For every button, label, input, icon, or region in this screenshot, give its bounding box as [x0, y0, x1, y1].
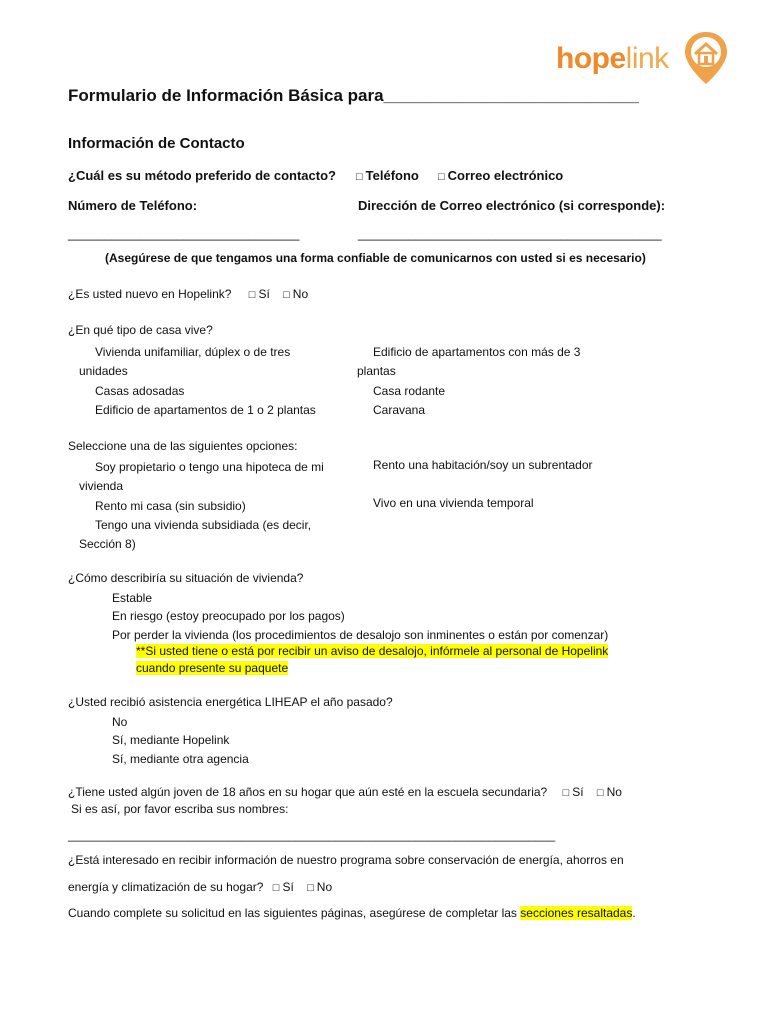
- checkbox-icon[interactable]: □: [272, 882, 280, 894]
- youth-names-label: Si es así, por favor escriba sus nombres:: [71, 802, 289, 816]
- highlighted-sections: secciones resaltadas: [520, 906, 633, 920]
- phone-label: Número de Teléfono:: [68, 198, 198, 213]
- page-title: Formulario de Información Básica para___________________________: [68, 86, 639, 105]
- option-apartment-small[interactable]: Edificio de apartamentos de 1 o 2 plantas: [95, 402, 316, 417]
- checkbox-icon[interactable]: □: [562, 787, 570, 799]
- select-question: Seleccione una de las siguientes opciones:: [68, 439, 298, 453]
- liheap-options: [90, 713, 249, 768]
- option-subsidized[interactable]: Tengo una vivienda subsidiada (es decir,: [95, 517, 312, 532]
- contact-heading: Información de Contacto: [68, 135, 245, 152]
- option-liheap-other[interactable]: Sí, mediante otra agencia: [112, 751, 249, 766]
- youth-names-line[interactable]: _________________________________________________________________________: [68, 828, 556, 842]
- option-single-family-cont: unidades: [79, 364, 128, 379]
- house-type-left-options: [79, 343, 316, 420]
- option-mobile-home[interactable]: Casa rodante: [373, 383, 446, 398]
- phone-input-line[interactable]: ________________________________: [68, 226, 300, 241]
- option-liheap-hopelink[interactable]: Sí, mediante Hopelink: [112, 733, 230, 748]
- option-rent-room[interactable]: Rento una habitación/soy un subrentador: [373, 458, 593, 472]
- new-yes-option[interactable]: □ Sí: [248, 287, 270, 301]
- youth-no-option[interactable]: □ No: [596, 785, 622, 799]
- checkbox-icon[interactable]: □: [248, 289, 256, 301]
- contact-option-email[interactable]: □ Correo electrónico: [438, 168, 564, 183]
- house-pin-icon: [682, 30, 730, 86]
- checkbox-icon[interactable]: □: [356, 171, 363, 183]
- situation-options: [90, 589, 608, 644]
- energy-question-line2: energía y climatización de su hogar? □ Sí □ No: [68, 880, 333, 894]
- option-rv[interactable]: Caravana: [373, 402, 426, 417]
- checkbox-icon[interactable]: □: [307, 882, 314, 894]
- option-liheap-no[interactable]: No: [112, 715, 128, 729]
- email-input-line[interactable]: __________________________________________: [358, 226, 662, 241]
- liheap-question: ¿Usted recibió asistencia energética LIHEAP el año pasado?: [68, 695, 393, 709]
- checkbox-icon[interactable]: □: [438, 171, 445, 183]
- energy-no-option[interactable]: □ No: [307, 880, 333, 894]
- energy-yes-option[interactable]: □ Sí: [272, 880, 294, 894]
- youth-question: ¿Tiene usted algún joven de 18 años en su hogar que aún esté en la escuela secundaria? □ Sí □ No: [68, 785, 622, 799]
- email-label: Dirección de Correo electrónico (si corresponde):: [358, 198, 666, 213]
- new-no-option[interactable]: □ No: [283, 287, 309, 301]
- logo-wordmark: hopelink: [556, 42, 669, 75]
- eviction-alert-line1: **Si usted tiene o está por recibir un aviso de desalojo, infórmele al personal de Hopelink: [136, 644, 609, 658]
- house-type-right-options: [357, 343, 580, 420]
- option-temporary[interactable]: Vivo en una vivienda temporal: [373, 496, 534, 510]
- option-owner[interactable]: Soy propietario o tengo una hipoteca de mi: [95, 460, 324, 474]
- footer-note: Cuando complete su solicitud en las siguientes páginas, asegúrese de completar las secciones resaltadas.: [68, 906, 636, 920]
- option-losing-home[interactable]: Por perder la vivienda (los procedimientos de desalojo son inminentes o están por comenzar): [112, 627, 609, 642]
- option-single-family[interactable]: Vivienda unifamiliar, dúplex o de tres: [95, 345, 291, 359]
- energy-question-line1: ¿Está interesado en recibir información de nuestro programa sobre conservación de energía, ahorros en: [68, 853, 624, 867]
- hopelink-logo: [556, 30, 732, 86]
- contact-method-question: ¿Cuál es su método preferido de contacto?: [68, 168, 336, 183]
- contact-note: (Asegúrese de que tengamos una forma confiable de comunicarnos con usted si es necesario): [105, 251, 646, 265]
- option-townhouse[interactable]: Casas adosadas: [95, 383, 185, 398]
- situation-question: ¿Cómo describiría su situación de vivienda?: [68, 571, 304, 585]
- eviction-alert: [136, 643, 608, 677]
- checkbox-icon[interactable]: □: [283, 289, 290, 301]
- option-at-risk[interactable]: En riesgo (estoy preocupado por los pagos): [112, 609, 345, 624]
- option-stable[interactable]: Estable: [112, 591, 153, 605]
- option-apartment-large[interactable]: Edificio de apartamentos con más de 3: [373, 345, 581, 359]
- option-apartment-large-cont: plantas: [357, 364, 396, 379]
- eviction-alert-line2: cuando presente su paquete: [136, 661, 289, 675]
- option-rent-unsubsidized[interactable]: Rento mi casa (sin subsidio): [95, 498, 246, 513]
- house-type-question: ¿En qué tipo de casa vive?: [68, 323, 213, 337]
- option-owner-cont: vivienda: [79, 479, 124, 494]
- option-subsidized-cont: Sección 8): [79, 537, 136, 552]
- youth-yes-option[interactable]: □ Sí: [562, 785, 584, 799]
- select-left-options: [79, 458, 324, 554]
- checkbox-icon[interactable]: □: [596, 787, 604, 799]
- new-question: ¿Es usted nuevo en Hopelink? □ Sí □ No: [68, 287, 309, 301]
- contact-option-phone[interactable]: □ Teléfono: [356, 168, 419, 183]
